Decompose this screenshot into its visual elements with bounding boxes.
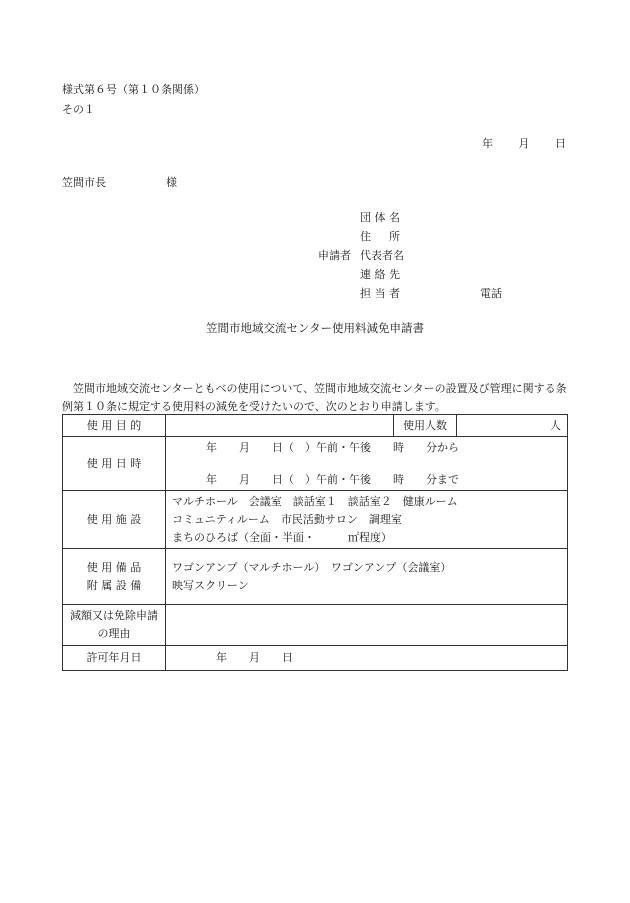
people-unit: 人 (550, 418, 561, 432)
label-equipment (63, 549, 166, 605)
value-people[interactable] (457, 415, 568, 437)
date-day: 日 (555, 137, 566, 150)
label-permit: 許可年月日 (63, 646, 166, 671)
application-table (62, 414, 568, 671)
date-month: 月 (518, 137, 530, 150)
row-equipment (63, 549, 568, 605)
value-facility[interactable] (166, 491, 568, 549)
intro-text (62, 380, 570, 416)
field-address: 住 所 (360, 230, 400, 243)
equipment-line-2: 映写スクリーン (172, 579, 249, 592)
addressee (62, 176, 177, 189)
intro-line-2: 例第１０条に規定する使用料の減免を受けたいので、次のとおり申請します。 (62, 400, 446, 413)
value-purpose[interactable] (166, 415, 394, 437)
label-equipment-1: 使 用 備 品 (86, 560, 142, 574)
label-reason (63, 605, 166, 646)
field-phone: 電話 (480, 287, 502, 300)
row-purpose (63, 415, 568, 437)
datetime-from: 年 月 日（ ）午前・午後 時 分から (206, 440, 459, 454)
label-people: 使用人数 (394, 415, 457, 437)
field-representative: 代表者名 (360, 249, 404, 262)
field-person-in-charge: 担 当 者 (360, 287, 400, 300)
application-date (482, 137, 566, 150)
value-equipment[interactable] (166, 549, 568, 605)
permit-date: 年 月 日 (216, 651, 293, 665)
addressee-name: 笠間市長 (62, 176, 106, 189)
value-datetime[interactable] (166, 437, 568, 491)
form-subnumber: その１ (62, 103, 95, 116)
date-year: 年 (482, 137, 493, 150)
label-equipment-2: 附 属 設 備 (86, 578, 142, 592)
intro-line-1: 笠間市地域交流センターともべの使用について、笠間市地域交流センターの設置及び管理に関する条 (73, 382, 567, 395)
label-reason-2: の理由 (97, 627, 131, 640)
facility-line-3: まちのひろば（全面・半面・ ㎡程度） (172, 530, 392, 544)
datetime-to: 年 月 日（ ）午前・午後 時 分まで (206, 472, 459, 486)
applicant-prefix: 申請者 (318, 249, 351, 262)
field-contact: 連 絡 先 (360, 268, 400, 281)
addressee-honorific: 様 (166, 176, 177, 189)
form-number: 様式第６号（第１０条関係） (62, 83, 205, 96)
document-title: 笠間市地域交流センター使用料減免申請書 (205, 321, 425, 335)
label-datetime: 使 用 日 時 (63, 437, 166, 491)
equipment-line-1: ワゴンアンプ（マルチホール） ワゴンアンプ（会議室） (172, 561, 452, 574)
field-group-name: 団 体 名 (360, 211, 400, 224)
row-reason (63, 605, 568, 646)
row-datetime (63, 437, 568, 491)
label-purpose: 使 用 目 的 (63, 415, 166, 437)
row-facility (63, 491, 568, 549)
facility-line-1: マルチホール 会議室 談話室１ 談話室２ 健康ルーム (172, 494, 458, 508)
label-reason-1: 減額又は免除申請 (70, 609, 158, 622)
value-reason[interactable] (166, 605, 568, 646)
label-facility: 使 用 施 設 (63, 491, 166, 549)
row-permit (63, 646, 568, 671)
facility-line-2: コミュニティルーム 市民活動サロン 調理室 (172, 512, 402, 526)
value-permit[interactable] (166, 646, 568, 671)
